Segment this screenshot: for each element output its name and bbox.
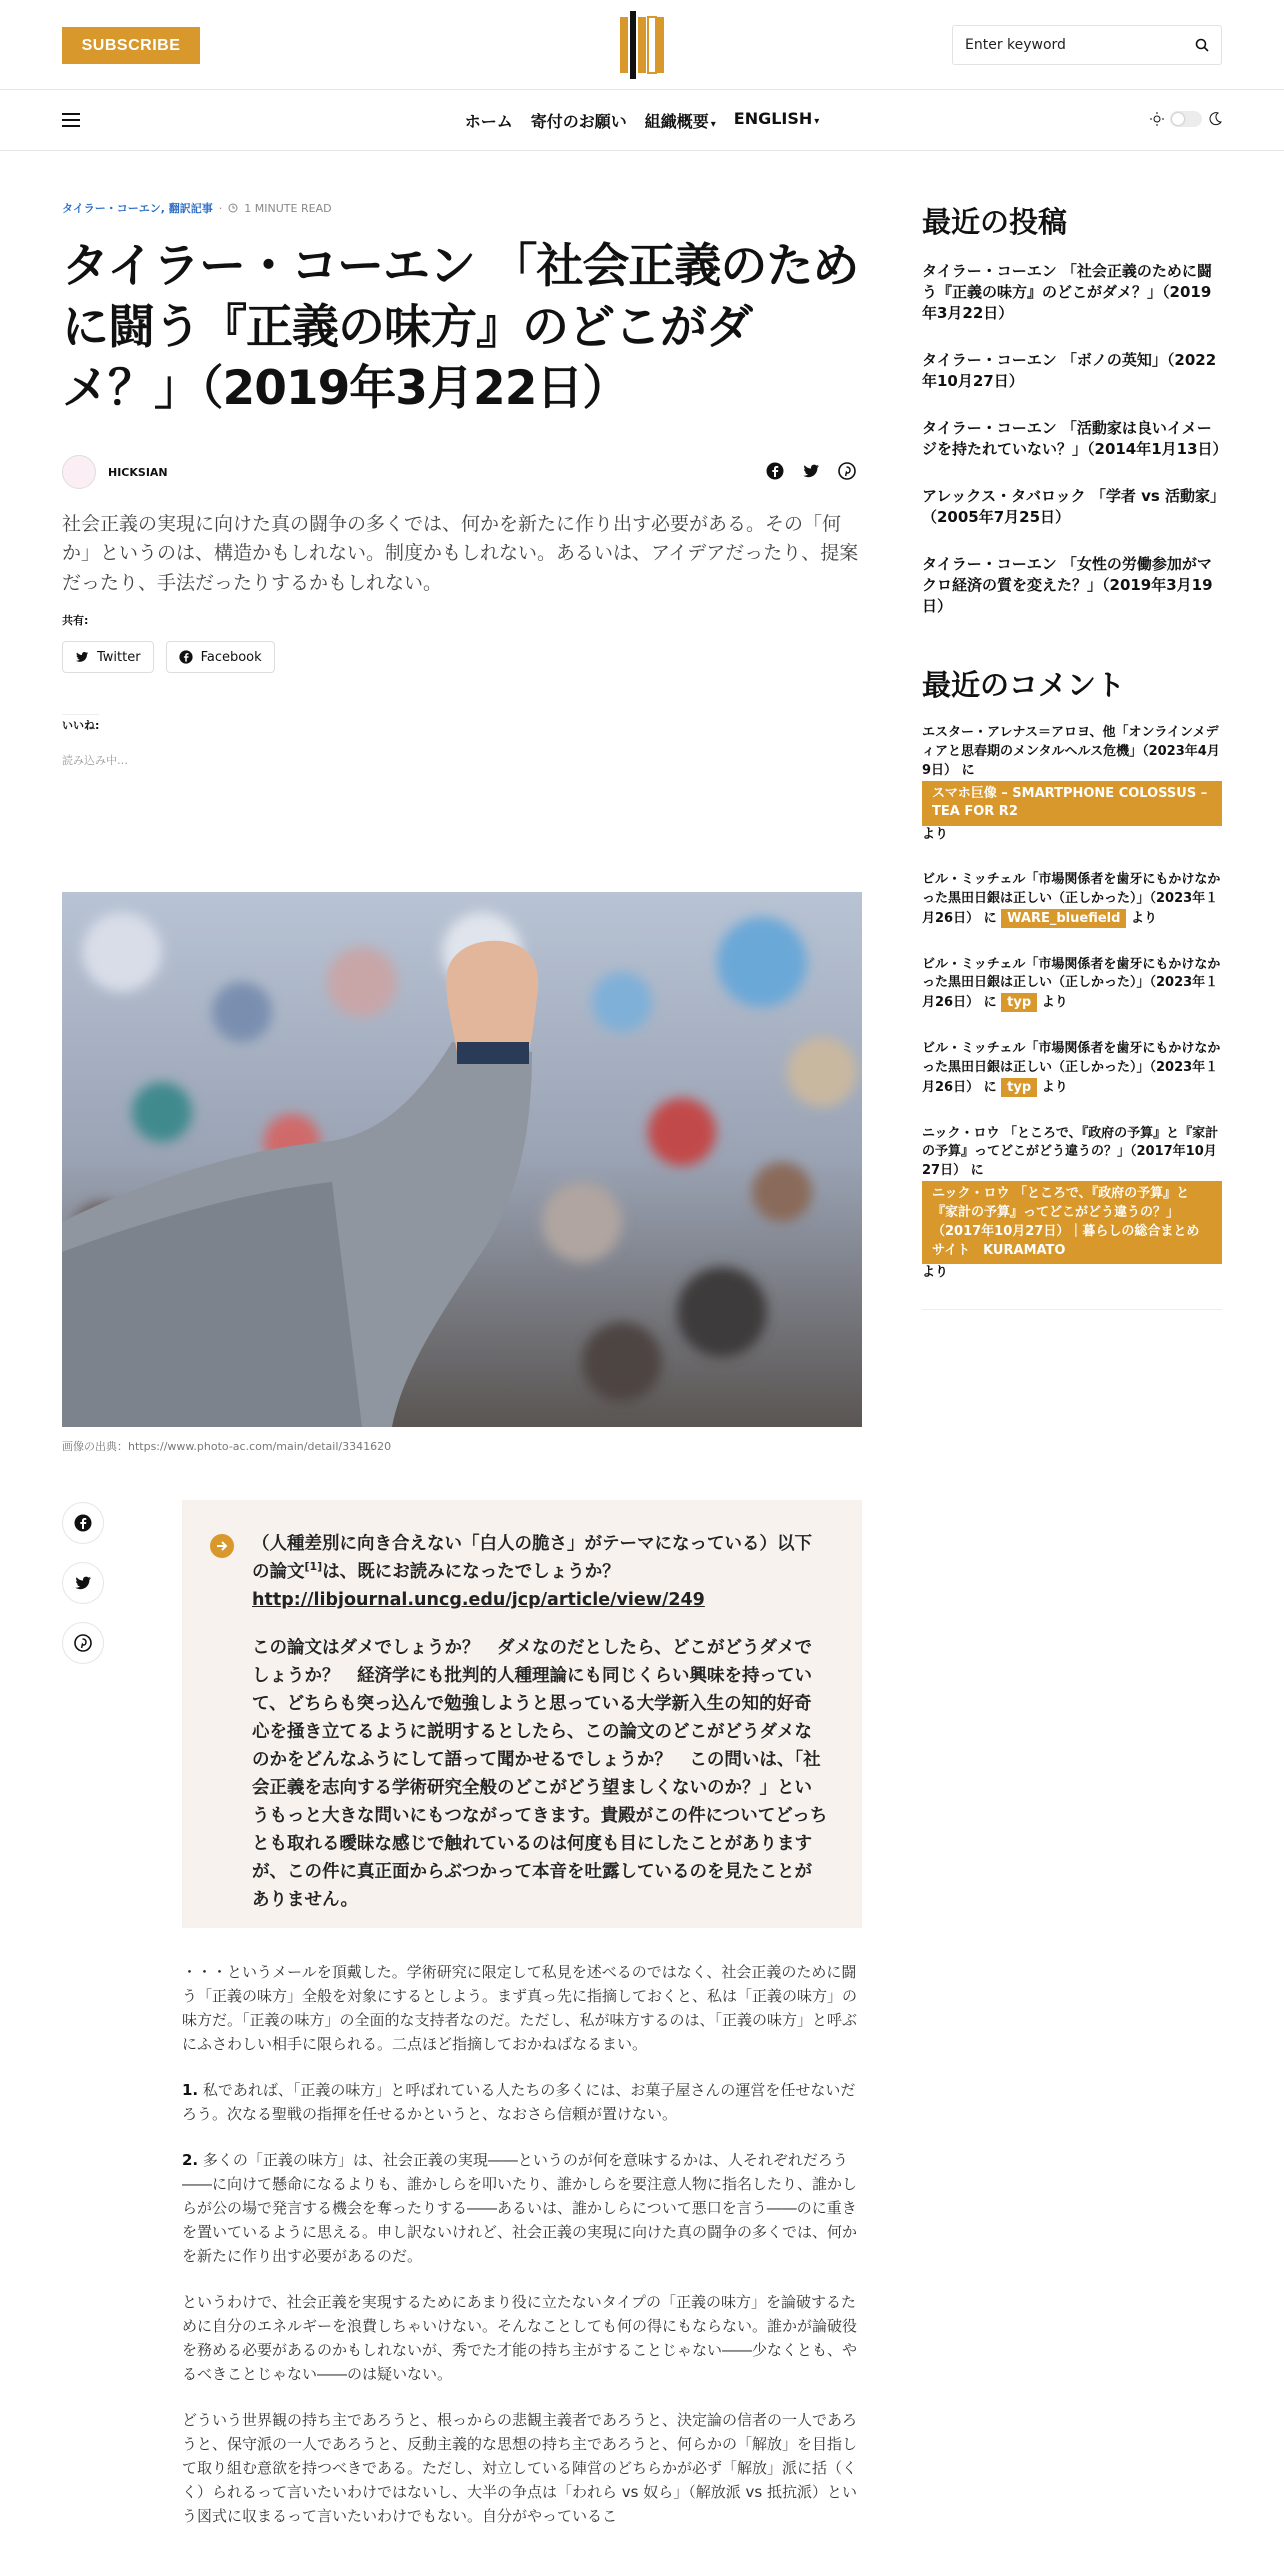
quoted-email <box>182 1500 862 1928</box>
body-paragraph <box>182 2148 862 2268</box>
arrow-right-icon <box>210 1534 234 1558</box>
comment-yori-text: より <box>1130 910 1157 926</box>
body-paragraph: というわけで、社会正義を実現するためにあまり役に立たないタイプの「正義の味方」を論破するために自分のエネルギーを浪費しちゃいけない。そんなことしても何の得にもならない。誰かが論破役を務める必要があるのかもしれないが、秀でた才能の持ち主がすることじゃない――少なくとも、やるべきことじゃない――のは疑いない。 <box>182 2293 858 2383</box>
chevron-down-icon: ▾ <box>814 116 820 127</box>
nav-item-about[interactable] <box>645 109 716 132</box>
pinterest-icon <box>74 1634 92 1652</box>
footnote-ref[interactable]: [1] <box>304 1560 323 1574</box>
share-label: 共有: <box>62 614 89 627</box>
quote-text-b: は、既にお読みになったでしょうか？ <box>322 1562 620 1582</box>
comment-on-text: に <box>983 995 997 1011</box>
avatar[interactable] <box>62 455 96 489</box>
search-box[interactable] <box>952 25 1222 65</box>
comment-post-link[interactable]: ビル・ミッチェル「市場関係者を歯牙にもかけなかった黒田日銀は正しい（正しかった）」（2023年１月26日） <box>922 1041 1221 1095</box>
facebook-icon[interactable] <box>766 462 784 480</box>
like-label: いいね: <box>62 714 99 733</box>
moon-icon <box>1208 112 1222 126</box>
clock-icon <box>228 203 238 213</box>
comment-yori-text: より <box>1041 1079 1068 1095</box>
twitter-icon <box>74 1574 92 1592</box>
article-title: タイラー・コーエン 「社会正義のために闘う『正義の味方』のどこがダメ？」（2019年3月22日） <box>62 239 859 417</box>
comment-post-link[interactable]: エスター・アレナス＝アロヨ、他「オンラインメディアと思春期のメンタルヘルス危機」（2023年4月9日） <box>922 725 1220 778</box>
comment-post-link[interactable]: ニック・ロウ 「ところで、『政府の予算』と『家計の予算』ってどこがどう違うの？」（2017年10月27日） <box>922 1125 1219 1179</box>
share-twitter-label: Twitter <box>97 649 141 665</box>
share-icons-top <box>766 462 856 480</box>
sun-icon <box>1150 112 1164 126</box>
comment-author-link[interactable]: スマホ巨像 – SMARTPHONE COLOSSUS – TEA FOR R2 <box>922 781 1222 827</box>
featured-image <box>62 892 862 1427</box>
body-paragraph: どういう世界観の持ち主であろうと、根っからの悲観主義者であろうと、決定論の信者の一人であろうと、保守派の一人であろうと、反動主義的な思想の持ち主であろうと、何らかの「解放」を目指して取り組む意欲を持つべきである。ただし、対立している陣営のどちらかが必ず「解放」派に括（くく）られるって言いたいわけではないし、大半の争点は「われら vs 奴ら」（解放派 vs 抵抗派）という図式に収まるって言いたいわけでもない。自分がやっているこ <box>182 2411 858 2525</box>
list-number: 2. <box>182 2151 199 2169</box>
comment-on-text: に <box>961 762 975 778</box>
recent-comment <box>922 871 1222 929</box>
share-pinterest-circle[interactable] <box>62 1622 104 1664</box>
nav-links <box>0 109 1284 132</box>
article-body <box>182 1960 862 2550</box>
recent-post-link[interactable]: タイラー・コーエン 「活動家は良いイメージを持たれていない？」（2014年1月13日） <box>922 419 1228 458</box>
recent-posts-heading: 最近の投稿 <box>922 205 1068 239</box>
recent-comments-heading: 最近のコメント <box>922 668 1126 702</box>
paper-link[interactable]: http://libjournal.uncg.edu/jcp/article/view/249 <box>252 1590 705 1610</box>
article-meta <box>62 200 332 216</box>
sidebar <box>922 200 1228 1310</box>
facebook-icon <box>74 1514 92 1532</box>
comment-post-link[interactable]: ビル・ミッチェル「市場関係者を歯牙にもかけなかった黒田日銀は正しい（正しかった）」（2023年１月26日） <box>922 956 1221 1011</box>
recent-comment <box>922 1125 1222 1284</box>
nav-item-english[interactable] <box>734 109 820 132</box>
protest-crowd-image <box>62 892 862 1427</box>
comment-yori-text: より <box>922 1265 949 1281</box>
share-facebook-circle[interactable] <box>62 1502 104 1544</box>
nav-item-about-label: 組織概要 <box>644 112 709 131</box>
comment-author-link[interactable]: typ <box>1001 993 1037 1012</box>
comment-yori-text: より <box>1041 995 1068 1011</box>
share-twitter-circle[interactable] <box>62 1562 104 1604</box>
theme-switcher[interactable] <box>1150 111 1222 127</box>
share-twitter-button[interactable] <box>62 641 154 673</box>
image-caption: 画像の出典：https://www.photo-ac.com/main/detail/3341620 <box>62 1440 392 1453</box>
site-header <box>0 0 1284 90</box>
read-time: 1 MINUTE READ <box>244 201 332 215</box>
share-buttons <box>62 641 275 673</box>
meta-separator: · <box>218 201 223 215</box>
quote-paragraph-2: この論文はダメでしょうか？ ダメなのだとしたら、どこがどうダメでしょうか？ 経済学にも批判的人種理論にも同じくらい興味を持っていて、どちらも突っ込んで勉強しようと思っている大学新入生の知的好奇心を掻き立てるように説明するとしたら、この論文のどこがどうダメなのかをどんなふうにして語って聞かせるでしょうか？ この問いは、「社会正義を志向する学術研究全般のどこがどう望ましくないのか？」というもっと大きな問いにもつながってきます。貴殿がこの件についてどっちとも取れる曖昧な感じで触れているのは何度も目にしたことがありますが、この件に真正面からぶつかって本音を吐露しているのを見たことがありません。 <box>252 1638 828 1910</box>
share-facebook-label: Facebook <box>200 649 262 665</box>
comment-yori-text: より <box>922 827 949 843</box>
divider <box>922 1309 1222 1310</box>
comment-post-link[interactable]: ビル・ミッチェル「市場関係者を歯牙にもかけなかった黒田日銀は正しい（正しかった）」（2023年１月26日） <box>922 872 1221 926</box>
author-info[interactable] <box>62 455 168 489</box>
author-name[interactable]: HICKSIAN <box>108 465 168 479</box>
recent-comment <box>922 1040 1222 1098</box>
search-input[interactable]: Enter keyword <box>965 37 1066 53</box>
list-number: 1. <box>182 2081 199 2099</box>
comment-author-link[interactable]: typ <box>1001 1078 1037 1097</box>
quote-text-a: （人種差別に向き合えない「白人の脆さ」がテーマになっている）以下の論文 <box>252 1534 812 1582</box>
pinterest-icon[interactable] <box>838 462 856 480</box>
search-icon[interactable] <box>1195 38 1209 52</box>
body-text: 私であれば、「正義の味方」と呼ばれている人たちの多くには、お菓子屋さんの運営を任せないだろう。次なる聖戦の指揮を任せるかというと、なおさら信頼が置けない。 <box>182 2081 856 2123</box>
recent-post-link[interactable]: アレックス・タバロック 「学者 vs 活動家」（2005年7月25日） <box>922 487 1218 526</box>
quote-paragraph-1 <box>252 1530 828 1614</box>
twitter-icon <box>75 650 89 664</box>
subscribe-button[interactable]: SUBSCRIBE <box>62 27 200 64</box>
recent-post-link[interactable]: タイラー・コーエン 「社会正義のために闘う『正義の味方』のどこがダメ？」（2019年3月22日） <box>922 262 1212 322</box>
twitter-icon[interactable] <box>802 462 820 480</box>
recent-post-link[interactable]: タイラー・コーエン 「女性の労働参加がマクロ経済の質を変えた？」（2019年3月19日） <box>922 555 1213 615</box>
nav-item-home[interactable]: ホーム <box>464 112 513 131</box>
recent-comment <box>922 724 1222 845</box>
article-categories[interactable]: タイラー・コーエン, 翻訳記事 <box>62 202 213 215</box>
floating-share-bar <box>62 1502 104 1664</box>
article-lead: 社会正義の実現に向けた真の闘争の多くでは、何かを新たに作り出す必要がある。その「何か」というのは、構造かもしれない。制度かもしれない。あるいは、アイデアだったり、提案だったり、手法だったりするかもしれない。 <box>62 513 859 594</box>
nav-item-english-label: ENGLISH <box>733 109 813 128</box>
recent-post-link[interactable]: タイラー・コーエン 「ボノの英知」（2022年10月27日） <box>922 351 1217 390</box>
dark-mode-toggle[interactable] <box>1170 111 1202 127</box>
share-facebook-button[interactable] <box>166 641 275 673</box>
main-nav <box>0 91 1284 151</box>
body-paragraph: ・・・というメールを頂戴した。学術研究に限定して私見を述べるのではなく、社会正義のために闘う「正義の味方」全般を対象にするとしよう。まず真っ先に指摘しておくと、私は「正義の味方」の味方だ。「正義の味方」の全面的な支持者なのだ。ただし、私が味方するのは、「正義の味方」と呼ぶにふさわしい相手に限られる。二点ほど指摘しておかねばなるまい。 <box>182 1963 858 2053</box>
loading-text: 読み込み中… <box>62 754 128 767</box>
chevron-down-icon: ▾ <box>710 119 716 130</box>
nav-item-donate[interactable]: 寄付のお願い <box>530 112 627 131</box>
comment-author-link[interactable]: ニック・ロウ 「ところで、『政府の予算』と『家計の予算』ってどこがどう違うの？」（2017年10月27日）｜暮らしの総合まとめサイト KURAMATO <box>922 1181 1222 1264</box>
recent-comment <box>922 956 1222 1014</box>
comment-on-text: に <box>983 910 997 926</box>
comment-on-text: に <box>970 1163 984 1179</box>
facebook-icon <box>179 650 193 664</box>
site-logo[interactable] <box>620 11 664 79</box>
body-text: 多くの「正義の味方」は、社会正義の実現――というのが何を意味するかは、人それぞれだろう――に向けて懸命になるよりも、誰かしらを叩いたり、誰かしらを要注意人物に指名したり、誰かしらが公の場で発言する機会を奪ったりする――あるいは、誰かしらについて悪口を言う――のに重きを置いているように思える。申し訳ないけれど、社会正義の実現に向けた真の闘争の多くでは、何かを新たに作り出す必要があるのだ。 <box>182 2151 858 2265</box>
body-paragraph <box>182 2078 862 2126</box>
comment-author-link[interactable]: WARE_bluefield <box>1001 909 1126 928</box>
comment-on-text: に <box>983 1079 997 1095</box>
